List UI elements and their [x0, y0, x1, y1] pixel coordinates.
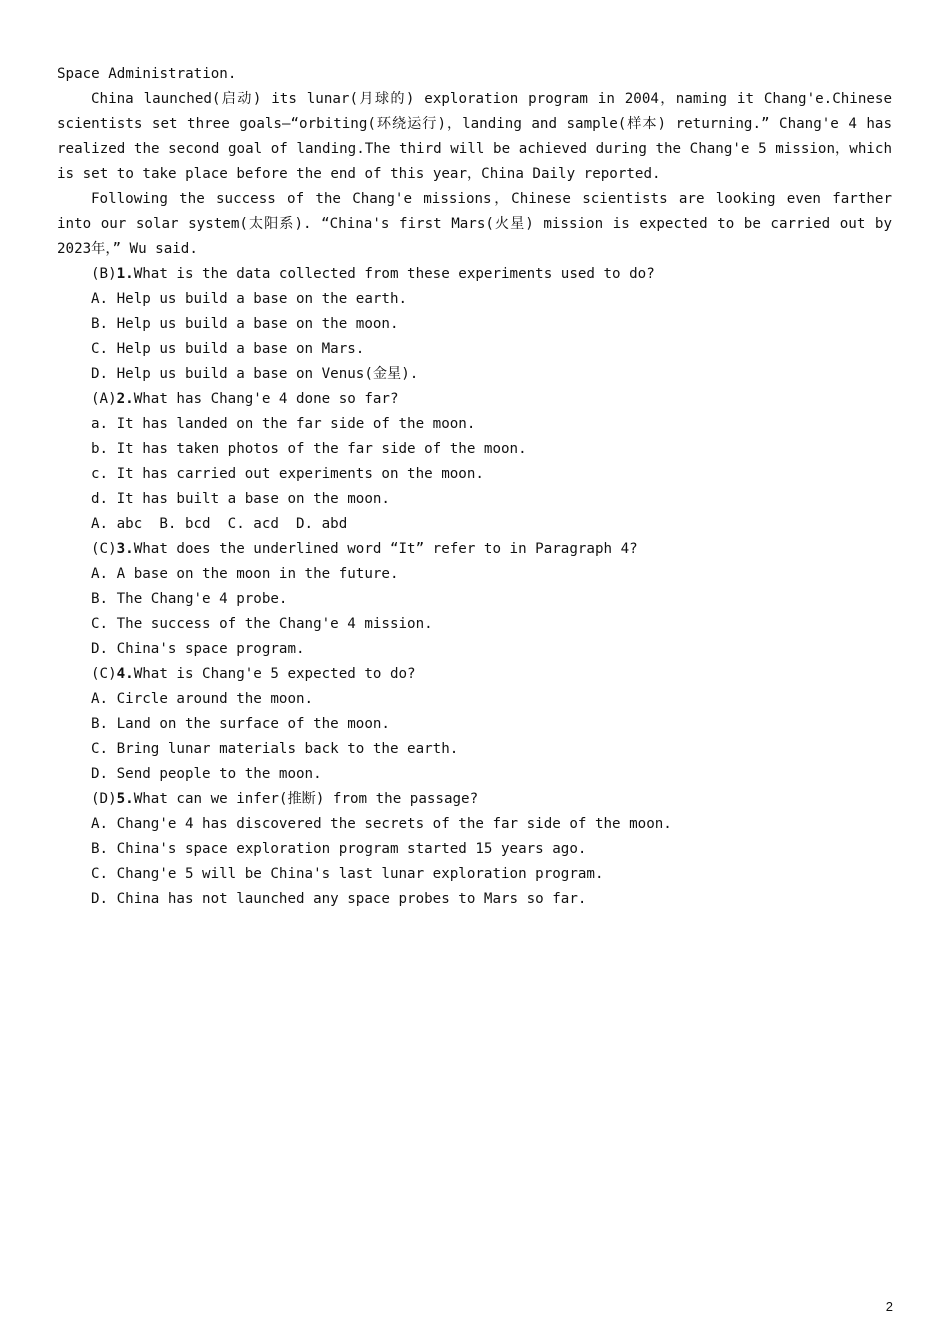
- question-5: [57, 787, 892, 912]
- answer-mark: (B): [91, 266, 117, 282]
- option: B. China's space exploration program started 15 years ago.: [91, 841, 587, 857]
- option: c. It has carried out experiments on the moon.: [91, 466, 484, 482]
- option: B. The Chang'e 4 probe.: [91, 591, 288, 607]
- option: b. It has taken photos of the far side of the moon.: [91, 441, 527, 457]
- question-text: What is the data collected from these experiments used to do?: [133, 266, 655, 282]
- option: C. Chang'e 5 will be China's last lunar exploration program.: [91, 866, 604, 882]
- question-number: 2.: [116, 391, 134, 407]
- page-number: 2: [885, 1299, 893, 1314]
- question-stem: [57, 262, 892, 287]
- question-stem: [57, 387, 892, 412]
- question-text: What is Chang'e 5 expected to do?: [133, 666, 416, 682]
- question-text: What does the underlined word “It” refer to in Paragraph 4?: [133, 541, 638, 557]
- question-text: What has Chang'e 4 done so far?: [133, 391, 399, 407]
- option: A. A base on the moon in the future.: [91, 566, 399, 582]
- document-body: [57, 62, 892, 912]
- question-4: [57, 662, 892, 787]
- option: D. Send people to the moon.: [91, 766, 322, 782]
- option: C. Bring lunar materials back to the earth.: [91, 741, 459, 757]
- question-number: 4.: [116, 666, 134, 682]
- option: A. Help us build a base on the earth.: [91, 291, 408, 307]
- question-number: 1.: [116, 266, 134, 282]
- answer-mark: (D): [91, 791, 117, 807]
- question-stem: [57, 537, 892, 562]
- passage-paragraph-2: Following the success of the Chang'e missions，Chinese scientists are looking even farther into our solar system(太阳系). “China's first Mars(火星) mission is expected to be carried out by 2023年，” Wu said.: [57, 191, 892, 257]
- question-2: [57, 387, 892, 537]
- option: A. Chang'e 4 has discovered the secrets of the far side of the moon.: [91, 816, 672, 832]
- option: D. China has not launched any space probes to Mars so far.: [91, 891, 587, 907]
- option: D. China's space program.: [91, 641, 305, 657]
- option: d. It has built a base on the moon.: [91, 491, 390, 507]
- question-stem: [57, 787, 892, 812]
- question-1: [57, 262, 892, 387]
- option: B. Land on the surface of the moon.: [91, 716, 390, 732]
- question-text: What can we infer(推断) from the passage?: [133, 791, 479, 807]
- option: B. Help us build a base on the moon.: [91, 316, 399, 332]
- question-stem: [57, 662, 892, 687]
- question-3: [57, 537, 892, 662]
- option: C. Help us build a base on Mars.: [91, 341, 365, 357]
- option: a. It has landed on the far side of the moon.: [91, 416, 476, 432]
- option: C. The success of the Chang'e 4 mission.: [91, 616, 433, 632]
- option: A. abc B. bcd C. acd D. abd: [91, 516, 348, 532]
- passage-paragraph-1: China launched(启动) its lunar(月球的) exploration program in 2004，naming it Chang'e.Chinese scientists set three goals—“orbiting(环绕运行)，landing and sample(样本) returning.” Chang'e 4 has realized the second goal of landing.The third will be achieved during the Chang'e 5 mission，which is set to take place before the end of this year，China Daily reported.: [57, 91, 892, 182]
- option: A. Circle around the moon.: [91, 691, 314, 707]
- answer-mark: (A): [91, 391, 117, 407]
- option: D. Help us build a base on Venus(金星).: [91, 366, 419, 382]
- question-number: 3.: [116, 541, 134, 557]
- passage-paragraph-0: Space Administration.: [57, 66, 237, 82]
- answer-mark: (C): [91, 666, 117, 682]
- answer-mark: (C): [91, 541, 117, 557]
- question-number: 5.: [116, 791, 134, 807]
